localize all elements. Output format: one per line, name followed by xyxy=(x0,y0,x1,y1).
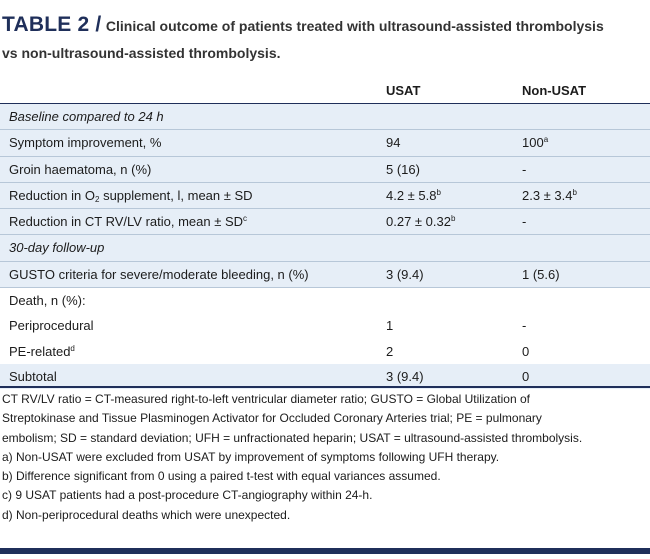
table-row xyxy=(0,339,650,364)
usat-value: 0.27 ± 0.32$^b$ xyxy=(386,214,456,230)
table-bottom-rule xyxy=(0,386,650,388)
table-row xyxy=(0,287,650,313)
table-row xyxy=(0,129,650,155)
footnote-marker: b xyxy=(572,187,577,197)
non-usat-value: 2.3 ± 3.4$^b$ xyxy=(522,187,577,203)
non-usat-value: - xyxy=(522,161,527,177)
table-row xyxy=(0,261,650,287)
table-title-block xyxy=(0,0,650,76)
row-label: Groin haematoma, n (%) xyxy=(9,161,152,177)
table-row xyxy=(0,208,650,234)
non-usat-value: 1 (5.6) xyxy=(522,266,560,282)
column-header-non-usat: Non-USAT xyxy=(522,83,587,98)
row-label: Baseline compared to 24 h xyxy=(9,109,164,124)
footnote-line: c) 9 USAT patients had a post-procedure CT-angiography within 24-h. xyxy=(2,488,373,503)
footnote-line: CT RV/LV ratio = CT-measured right-to-left ventricular diameter ratio; GUSTO = Global Utilization of xyxy=(2,392,530,406)
footnote-marker: c xyxy=(243,214,248,224)
column-header-usat: USAT xyxy=(386,83,421,98)
footnote-line: b) Difference significant from 0 using a paired t-test with equal variances assumed. xyxy=(2,469,441,484)
table-caption-part-1: Clinical outcome of patients treated with ultrasound-assisted thrombolysis xyxy=(105,18,604,34)
row-label: Reduction in CT RV/LV ratio, mean ± $SD^c$ xyxy=(9,214,248,230)
table-header-row xyxy=(0,76,650,104)
table-row xyxy=(0,313,650,338)
usat-value: 5 (16) xyxy=(386,161,420,177)
footnote-line: d) Non-periprocedural deaths which were unexpected. xyxy=(2,507,291,522)
row-label: Subtotal xyxy=(9,368,57,384)
row-label: Death, n (%): xyxy=(9,293,86,309)
clinical-outcome-table xyxy=(0,76,650,389)
row-label: Symptom improvement, % xyxy=(9,135,162,151)
usat-value: 3 (9.4) xyxy=(386,266,424,282)
usat-value: 4.2 ± 5.8$^b$ xyxy=(386,187,441,203)
table-row xyxy=(0,182,650,208)
table-number-label: TABLE 2 / xyxy=(2,13,102,36)
usat-value: 94 xyxy=(386,135,401,151)
table-title-line-1 xyxy=(2,13,604,37)
footnote-line: Streptokinase and Tissue Plasminogen Activator for Occluded Coronary Arteries trial; PE = pulmonary xyxy=(2,411,542,426)
row-label: PE-related$^d$ xyxy=(9,343,75,359)
usat-value: 2 xyxy=(386,343,394,359)
bottom-border-bar xyxy=(0,548,650,554)
table-section-row xyxy=(0,104,650,129)
row-label: 30-day follow-up xyxy=(9,240,105,256)
row-label: GUSTO criteria for severe/moderate bleeding, n (%) xyxy=(9,266,309,282)
table-caption-part-2: vs non-ultrasound-assisted thrombolysis. xyxy=(2,45,281,61)
footnote-marker: a xyxy=(543,135,549,145)
table-footnotes xyxy=(2,390,648,525)
footnote-line: a) Non-USAT were excluded from USAT by improvement of symptoms following UFH therapy. xyxy=(2,449,500,464)
footnote-marker: d xyxy=(70,343,75,353)
non-usat-value: 0 xyxy=(522,343,530,359)
usat-value: 1 xyxy=(386,318,394,334)
non-usat-value: - xyxy=(522,318,527,334)
footnote-marker: b xyxy=(436,187,441,197)
non-usat-value: - xyxy=(522,214,527,230)
footnote-marker: b xyxy=(450,214,456,224)
row-label: Periprocedural xyxy=(9,318,94,334)
row-label: Reduction in $O_2$ supplement, l, mean ± SD xyxy=(9,187,253,204)
non-usat-value: 0 xyxy=(522,368,530,384)
footnote-line: embolism; SD = standard deviation; UFH = unfractionated heparin; USAT = ultrasound-assisted thrombolysis. xyxy=(2,430,583,445)
table-row xyxy=(0,156,650,182)
usat-value: 3 (9.4) xyxy=(386,368,424,384)
non-usat-value: 100$^a$ xyxy=(522,135,549,151)
table-section-row xyxy=(0,234,650,260)
